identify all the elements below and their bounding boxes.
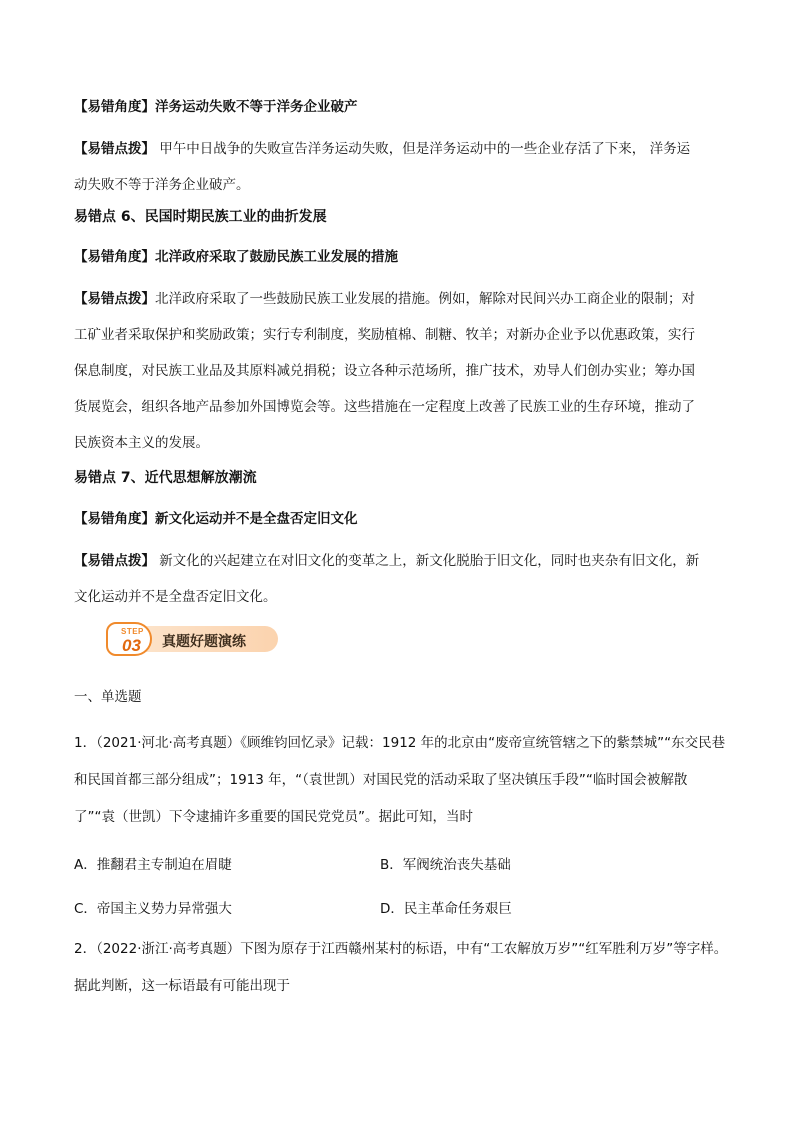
error-tip-2 <box>74 281 724 461</box>
angle-text: 北洋政府采取了鼓励民族工业发展的措施 <box>155 249 398 265</box>
tip-line: 文化运动并不是全盘否定旧文化。 <box>74 589 277 605</box>
single-choice-heading: 一、单选题 <box>74 689 142 705</box>
error-angle-1 <box>74 95 724 119</box>
question-line: 和民国首都三部分组成”；1913 年，“（袁世凯）对国民党的活动采取了坚决镇压手段”“临时国会被解散 <box>74 772 688 788</box>
badge-step-circle <box>106 622 152 656</box>
question-1 <box>74 725 734 836</box>
question-line: 2．（2022·浙江·高考真题）下图为原存于江西赣州某村的标语，中有“工农解放万岁”“红军胜利万岁”等字样。 <box>74 941 728 957</box>
step-badge <box>106 622 278 656</box>
error-angle-3 <box>74 507 724 531</box>
badge-title: 真题好题演练 <box>162 634 246 650</box>
error-angle-2 <box>74 245 724 269</box>
option-a[interactable]: A．推翻君主专制迫在眉睫 <box>74 857 232 873</box>
tip-line: 新文化的兴起建立在对旧文化的变革之上，新文化脱胎于旧文化，同时也夹杂有旧文化，新 <box>159 553 700 569</box>
tip-line: 工矿业者采取保护和奖励政策；实行专利制度，奖励植棉、制糖、牧羊；对新办企业予以优惠政策，实行 <box>74 327 695 343</box>
tip-line: 民族资本主义的发展。 <box>74 435 209 451</box>
angle-text: 洋务运动失败不等于洋务企业破产 <box>155 99 358 115</box>
option-c[interactable]: C．帝国主义势力异常强大 <box>74 901 232 917</box>
tip-line: 北洋政府采取了一些鼓励民族工业发展的措施。例如，解除对民间兴办工商企业的限制；对 <box>155 291 695 307</box>
tip-line: 动失败不等于洋务企业破产。 <box>74 177 250 193</box>
question-line: 1．（2021·河北·高考真题）《顾维钧回忆录》记载：1912 年的北京由“废帝宣统管辖之下的紫禁城”“东交民巷 <box>74 735 726 751</box>
badge-step-number: 03 <box>122 636 141 655</box>
angle-tag: 【易错角度】 <box>74 99 155 115</box>
tip-tag: 【易错点拨】 <box>74 291 155 307</box>
error-tip-3 <box>74 543 724 615</box>
tip-tag: 【易错点拨】 <box>74 553 155 569</box>
option-d[interactable]: D．民主革命任务艰巨 <box>380 901 512 917</box>
badge-step-label: STEP <box>121 627 144 636</box>
angle-text: 新文化运动并不是全盘否定旧文化 <box>155 511 358 527</box>
tip-tag: 【易错点拨】 <box>74 141 155 157</box>
heading-error-point-6: 易错点 6、民国时期民族工业的曲折发展 <box>74 209 327 225</box>
tip-line: 保息制度，对民族工业品及其原料减兑捐税；设立各种示范场所，推广技术，劝导人们创办实业；筹办国 <box>74 363 695 379</box>
angle-tag: 【易错角度】 <box>74 511 155 527</box>
question-line: 据此判断，这一标语最有可能出现于 <box>74 978 290 994</box>
question-line: 了”“袁（世凯）下令逮捕许多重要的国民党党员”。据此可知，当时 <box>74 809 473 825</box>
heading-error-point-7: 易错点 7、近代思想解放潮流 <box>74 470 257 486</box>
angle-tag: 【易错角度】 <box>74 249 155 265</box>
error-tip-1 <box>74 131 724 203</box>
tip-line: 甲午中日战争的失败宣告洋务运动失败，但是洋务运动中的一些企业存活了下来， 洋务运 <box>159 141 691 157</box>
question-2 <box>74 931 734 1005</box>
option-b[interactable]: B．军阀统治丧失基础 <box>380 857 511 873</box>
tip-line: 货展览会，组织各地产品参加外国博览会等。这些措施在一定程度上改善了民族工业的生存环境，推动了 <box>74 399 695 415</box>
